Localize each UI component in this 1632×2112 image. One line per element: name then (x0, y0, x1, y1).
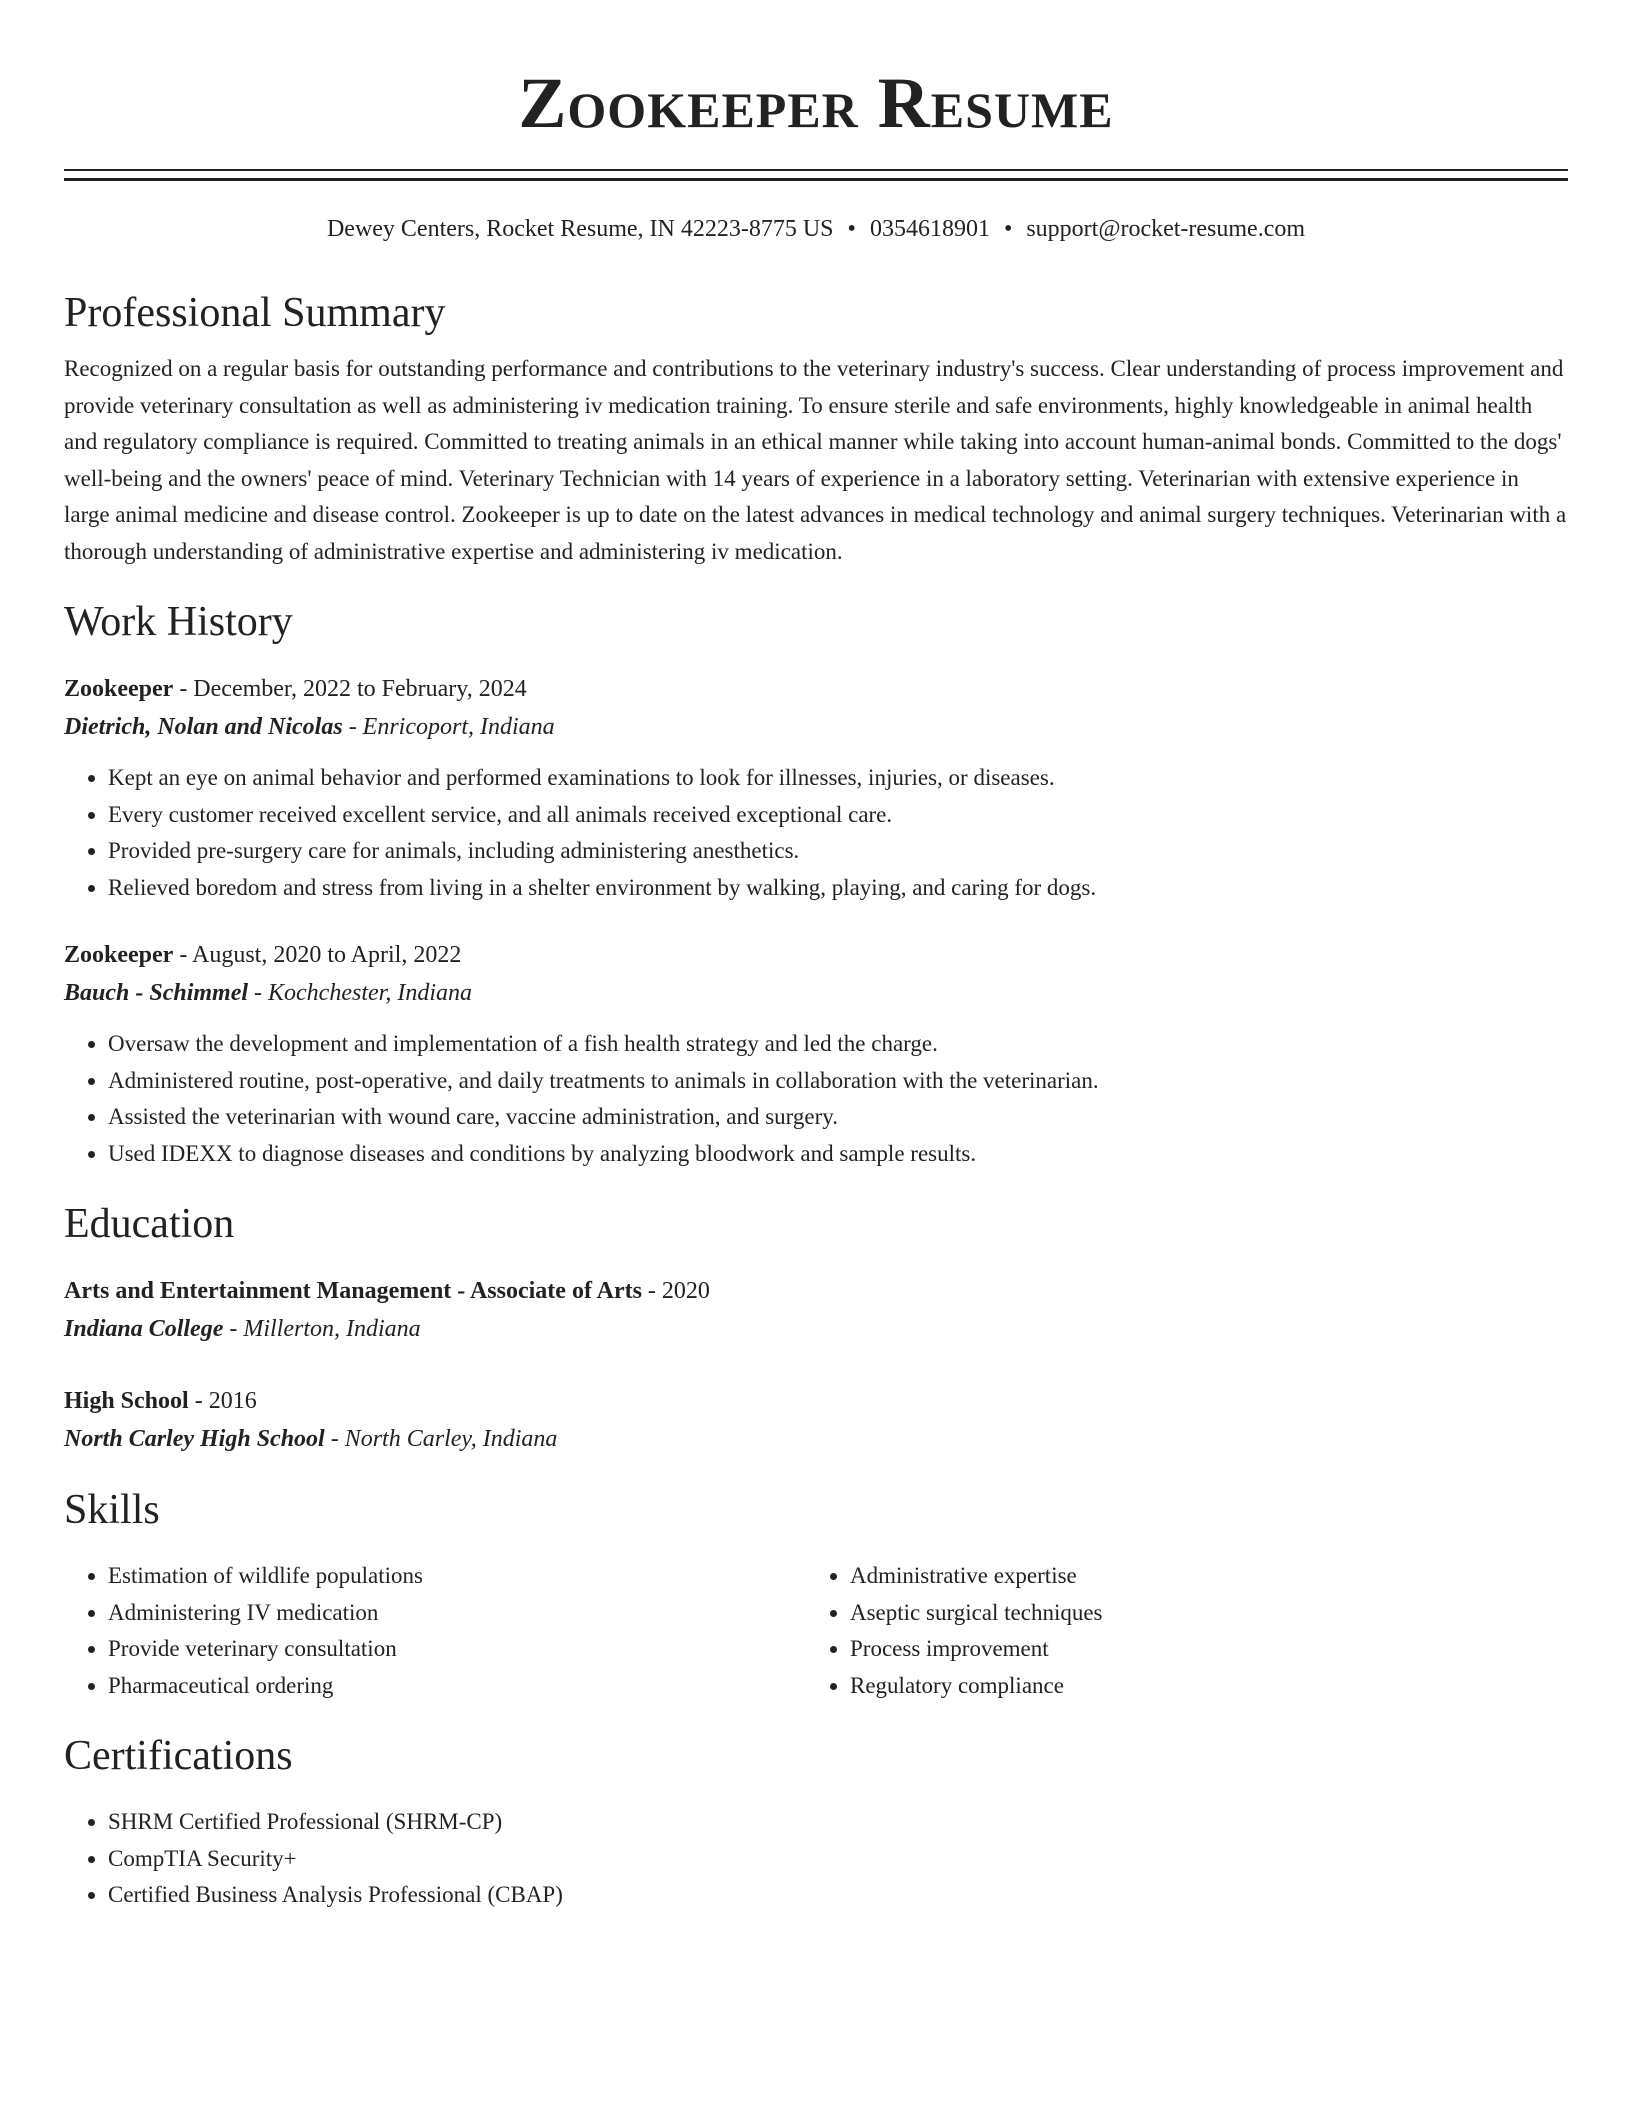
list-item: • Every customer received excellent service, and all animals received exceptional care. (108, 797, 1568, 834)
list-item: • CompTIA Security+ (108, 1841, 1568, 1878)
list-item: • Relieved boredom and stress from living in a shelter environment by walking, playing, and caring for dogs. (108, 870, 1568, 907)
section-title-work-history: Work History (64, 599, 293, 645)
job-location: - Kochchester, Indiana (248, 980, 472, 1006)
education-school: Indiana College (64, 1316, 224, 1342)
list-item: • Administrative expertise (850, 1558, 1548, 1595)
list-item: • Regulatory compliance (850, 1668, 1548, 1705)
list-item: • Process improvement (850, 1631, 1548, 1668)
education-entry (64, 1382, 1568, 1458)
section-title-education: Education (64, 1201, 235, 1247)
job-role-line (64, 936, 1568, 974)
education-degree: Arts and Entertainment Management - Associate of Arts (64, 1278, 642, 1304)
list-item: • Provided pre-surgery care for animals, including administering anesthetics. (108, 833, 1568, 870)
education-year: - 2020 (641, 1278, 710, 1304)
education-location: - Millerton, Indiana (223, 1316, 421, 1342)
job-company-line (64, 974, 1568, 1012)
contact-separator: • (1003, 216, 1013, 242)
education-location: - North Carley, Indiana (324, 1426, 558, 1452)
education-degree-line (64, 1382, 1568, 1420)
list-item: • Administered routine, post-operative, and daily treatments to animals in collaboration with the veterinarian. (108, 1063, 1568, 1100)
education-degree: High School (64, 1388, 189, 1414)
skills-columns (64, 1558, 1568, 1704)
job-company: Dietrich, Nolan and Nicolas (64, 714, 343, 740)
job-dates: - August, 2020 to April, 2022 (173, 942, 462, 968)
education-degree-line (64, 1272, 1568, 1310)
list-item: • SHRM Certified Professional (SHRM-CP) (108, 1804, 1568, 1841)
summary-text: Recognized on a regular basis for outstanding performance and contributions to the veterinary industry's success. Clear understanding of process improvement and provide veterinary consultation as well as administering iv medication training. To ensure sterile and safe environments, highly knowledgeable in animal health and regulatory compliance is required. Committed to treating animals in an ethical manner while taking into account human-animal bonds. Committed to the dogs' well-being and the owners' peace of mind. Veterinary Technician with 14 years of experience in a laboratory setting. Veterinarian with extensive experience in large animal medicine and disease control. Zookeeper is up to date on the latest advances in medical technology and animal surgery techniques. Veterinarian with a thorough understanding of administrative expertise and administering iv medication. (64, 356, 1567, 564)
education-school: North Carley High School (64, 1426, 325, 1452)
job-role: Zookeeper (64, 942, 174, 968)
list-item: • Used IDEXX to diagnose diseases and conditions by analyzing bloodwork and sample results. (108, 1136, 1568, 1173)
education-school-line (64, 1310, 1568, 1348)
list-item: • Administering IV medication (108, 1595, 806, 1632)
job-entry (64, 936, 1568, 1172)
contact-email: support@rocket-resume.com (1026, 216, 1306, 242)
job-entry (64, 670, 1568, 906)
title-double-rule (64, 169, 1568, 181)
job-role: Zookeeper (64, 676, 174, 702)
skills-list-left (64, 1558, 806, 1704)
list-item: • Kept an eye on animal behavior and performed examinations to look for illnesses, injuries, or diseases. (108, 760, 1568, 797)
job-location: - Enricoport, Indiana (342, 714, 555, 740)
education-year: - 2016 (188, 1388, 257, 1414)
job-role-line (64, 670, 1568, 708)
list-item: • Assisted the veterinarian with wound care, vaccine administration, and surgery. (108, 1099, 1568, 1136)
list-item: • Certified Business Analysis Professional (CBAP) (108, 1877, 1568, 1914)
job-bullet-list (64, 1026, 1568, 1172)
job-bullet-list (64, 760, 1568, 906)
education-school-line (64, 1420, 1568, 1458)
list-item: • Pharmaceutical ordering (108, 1668, 806, 1705)
list-item: • Oversaw the development and implementation of a fish health strategy and led the charge. (108, 1026, 1568, 1063)
certifications-list (64, 1804, 1568, 1914)
contact-line (64, 211, 1568, 247)
skills-list-right (806, 1558, 1548, 1704)
section-title-skills: Skills (64, 1487, 160, 1533)
job-dates: - December, 2022 to February, 2024 (173, 676, 527, 702)
list-item: • Aseptic surgical techniques (850, 1595, 1548, 1632)
section-title-summary: Professional Summary (64, 290, 446, 336)
job-company-line (64, 708, 1568, 746)
job-company: Bauch - Schimmel (64, 980, 249, 1006)
contact-separator: • (847, 216, 856, 242)
contact-address: Dewey Centers, Rocket Resume, IN 42223-8775 US (326, 216, 834, 242)
list-item: • Provide veterinary consultation (108, 1631, 806, 1668)
education-entry (64, 1272, 1568, 1348)
resume-title: Zookeeper Resume (518, 63, 1114, 143)
contact-phone: 0354618901 (869, 216, 990, 242)
section-title-certifications: Certifications (64, 1733, 293, 1779)
list-item: • Estimation of wildlife populations (108, 1558, 806, 1595)
